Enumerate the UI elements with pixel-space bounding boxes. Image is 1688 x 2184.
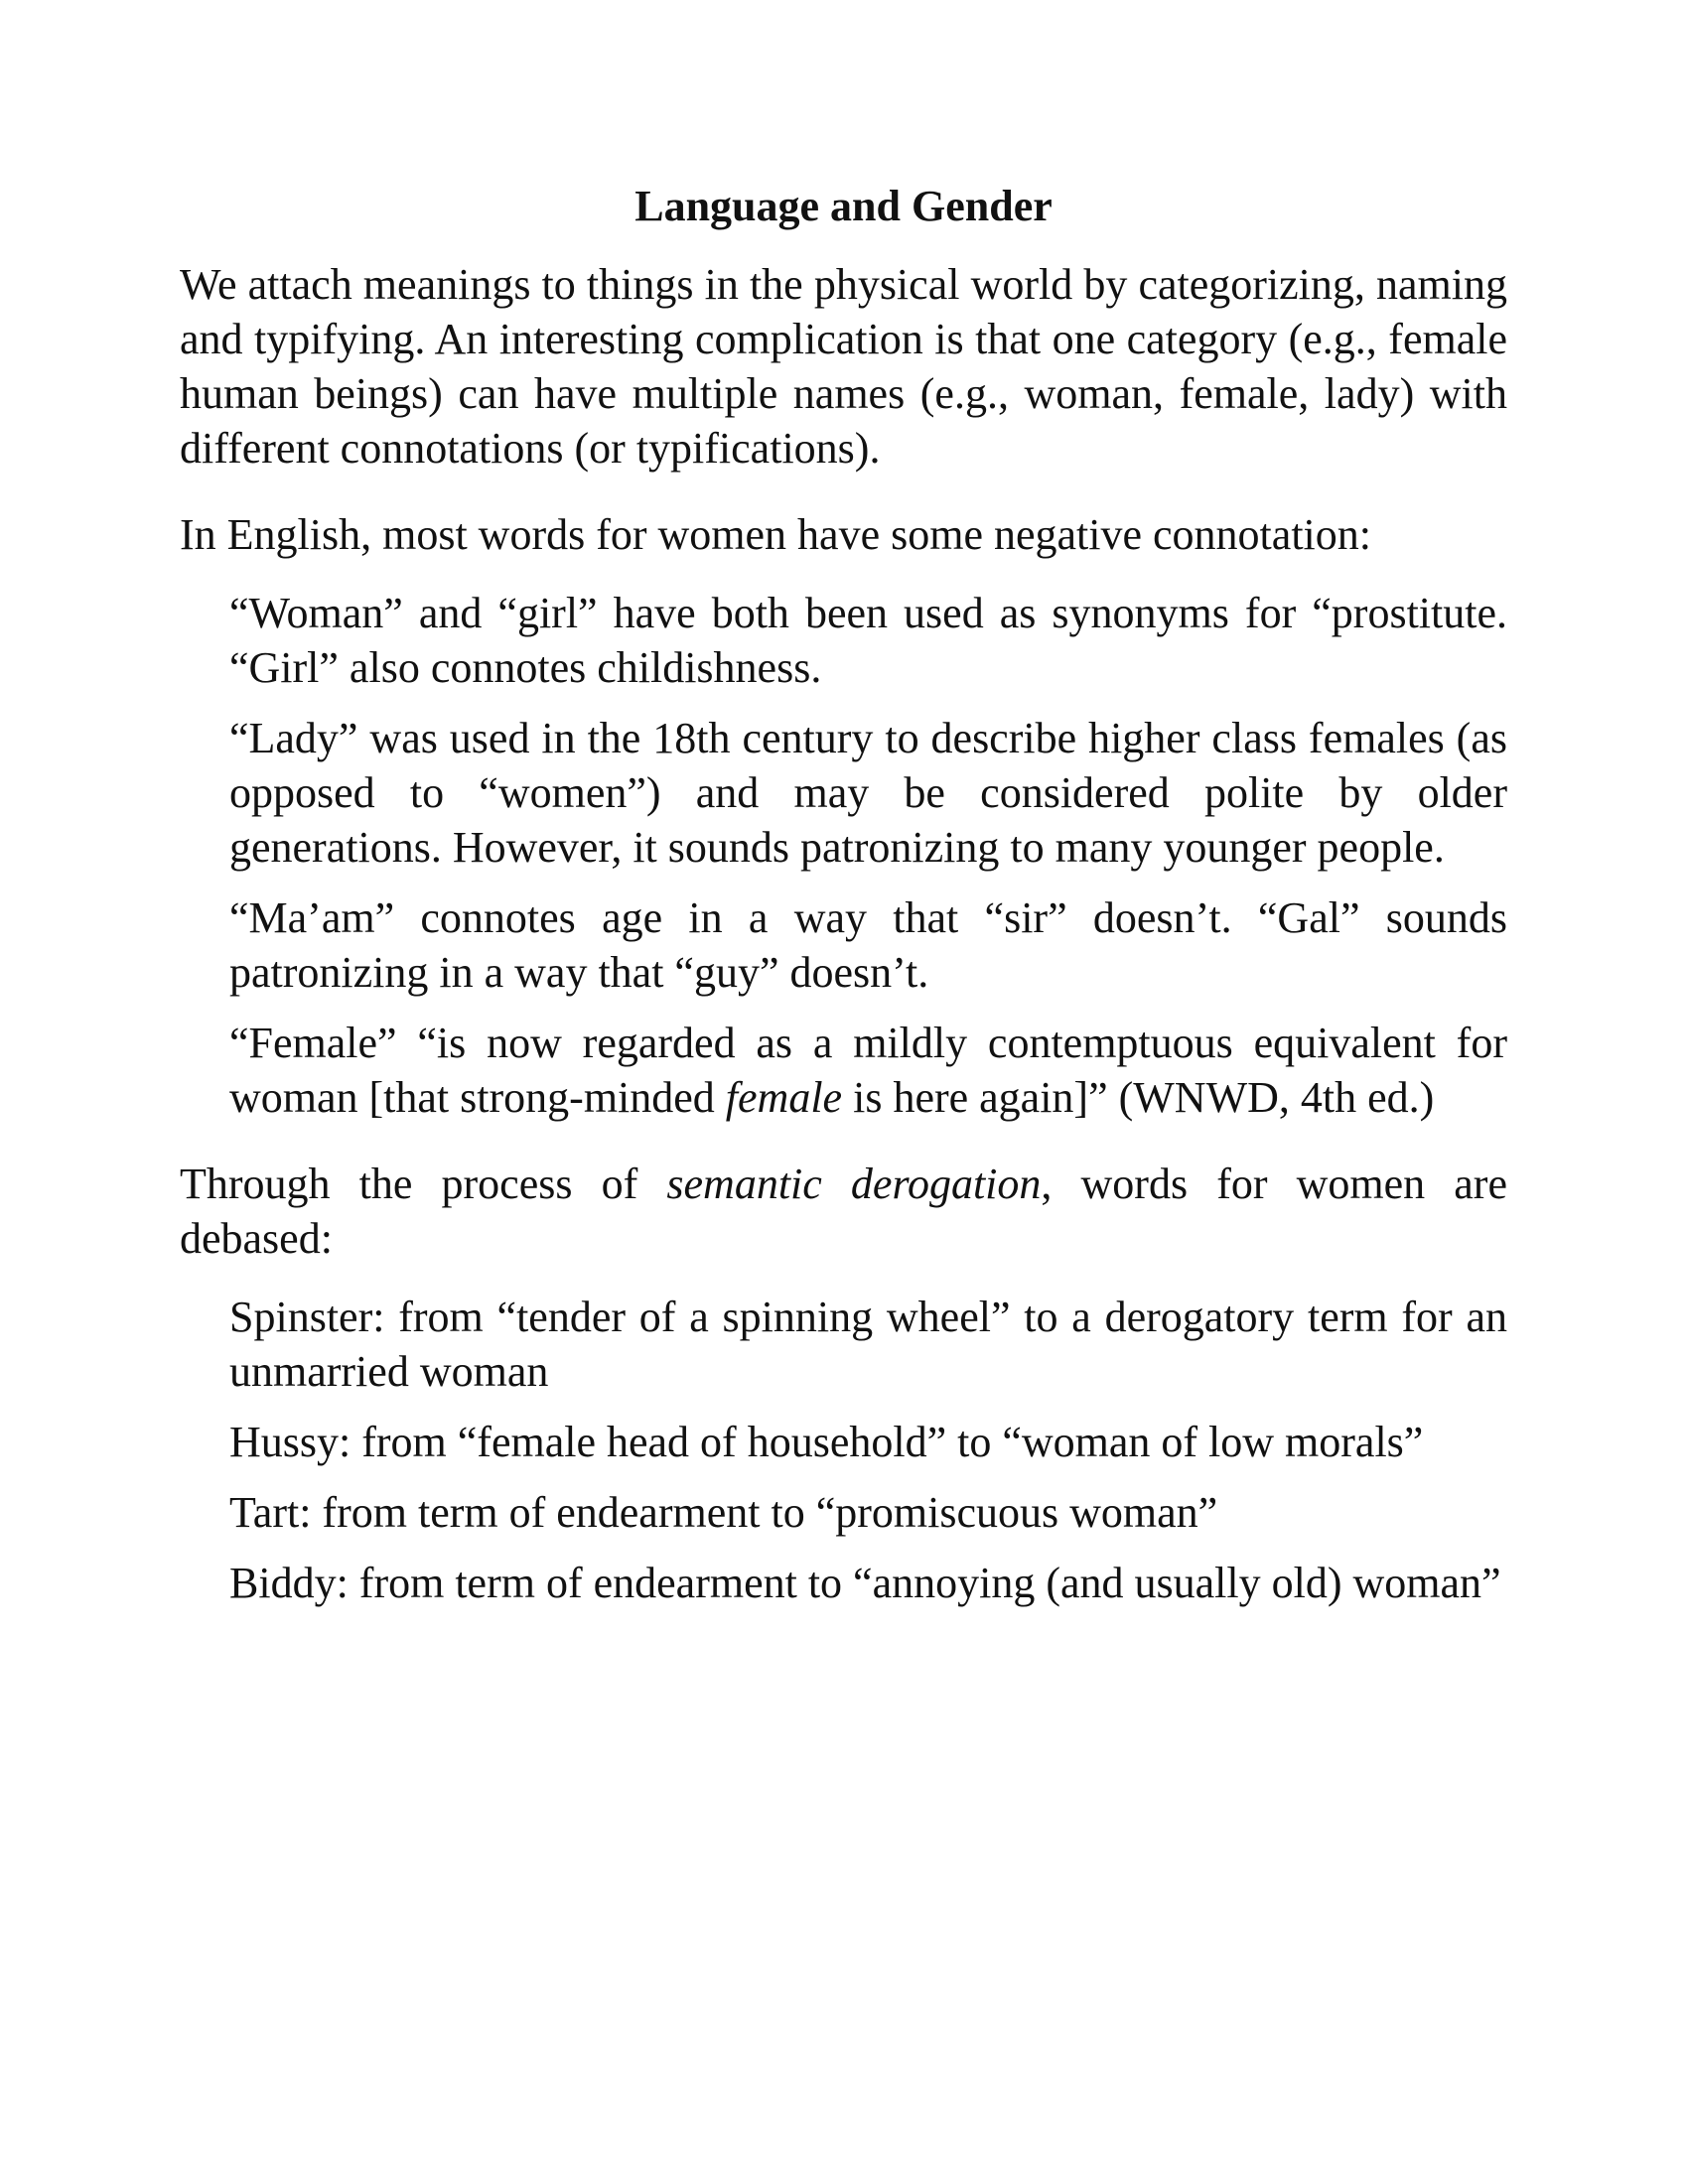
negative-connotation-paragraph: In English, most words for women have some negative connotation:: [180, 510, 1371, 559]
semantic-derogation-term: semantic derogation: [666, 1160, 1042, 1208]
document-page: [180, 179, 1507, 1626]
derogation-item-tart: Tart: from term of endearment to “promiscuous woman”: [229, 1488, 1218, 1537]
connotation-item-female: [229, 1016, 1507, 1125]
derogation-text-after: , words for women are debased:: [180, 1160, 1507, 1263]
connotation-item-maam-gal: “Ma’am” connotes age in a way that “sir” doesn’t. “Gal” sounds patronizing in a way that “guy” doesn’t.: [229, 893, 1507, 997]
female-quote-end: is here again]” (WNWD, 4th ed.): [842, 1073, 1435, 1122]
page-title: Language and Gender: [634, 182, 1053, 230]
derogation-item-hussy: Hussy: from “female head of household” to “woman of low morals”: [229, 1418, 1424, 1466]
connotation-item-woman-girl: “Woman” and “girl” have both been used as synonyms for “prostitute. “Girl” also connotes childishness.: [229, 589, 1507, 692]
derogation-item-spinster: Spinster: from “tender of a spinning wheel” to a derogatory term for an unmarried woman: [229, 1293, 1507, 1396]
intro-paragraph: We attach meanings to things in the physical world by categorizing, naming and typifying. An interesting complication is that one category (e.g., female human beings) can have multiple names (e.g., woman, female, lady) with different connotations (or typifications).: [180, 260, 1507, 473]
connotation-item-lady: “Lady” was used in the 18th century to describe higher class females (as opposed to “women”) and may be considered polite by older generations. However, it sounds patronizing to many younger people.: [229, 714, 1507, 872]
derogation-item-biddy: Biddy: from term of endearment to “annoying (and usually old) woman”: [229, 1559, 1501, 1607]
semantic-derogation-paragraph: [180, 1157, 1507, 1266]
derogation-text-before: Through the process of: [180, 1160, 667, 1208]
female-quote-start: “Female” “is now regarded as a mildly contemptuous equivalent for woman [that strong-minded: [229, 1019, 1507, 1122]
female-italic-term: female: [725, 1073, 843, 1122]
